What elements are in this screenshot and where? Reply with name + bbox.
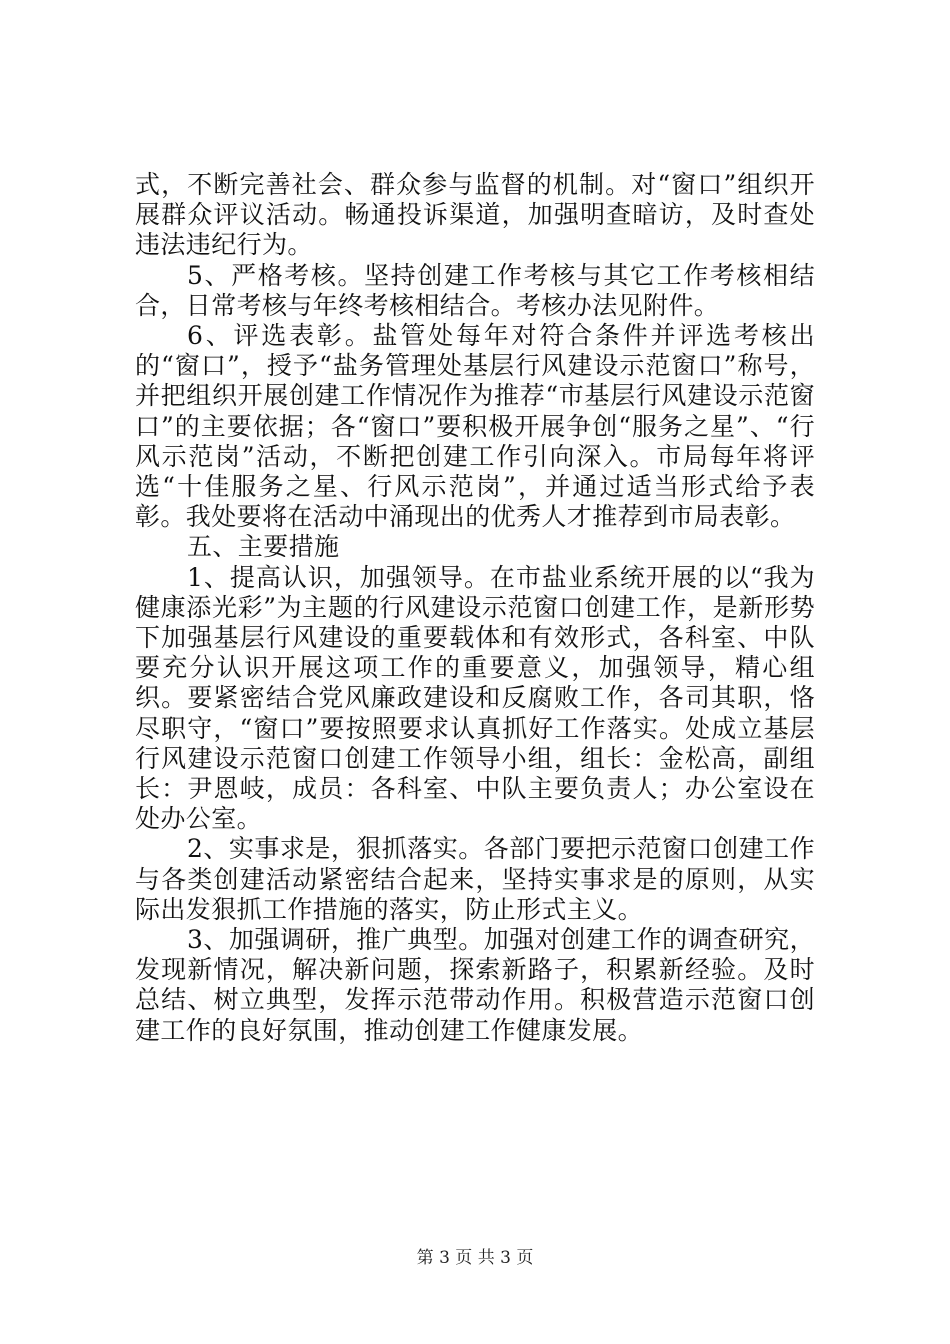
- section-heading-main-measures: 五、主要措施: [187, 532, 340, 562]
- paragraph-measure-2-implementation: 2、实事求是，狠抓落实。各部门要把示范窗口创建工作与各类创建活动紧密结合起来，坚持实事求是的原则，从实际出发狠抓工作措施的落实，防止形式主义。: [135, 834, 815, 924]
- paragraph-measure-1-leadership: 1、提高认识，加强领导。在市盐业系统开展的以“我为健康添光彩”为主题的行风建设示范窗口创建工作，是新形势下加强基层行风建设的重要载体和有效形式，各科室、中队要充分认识开展这项工作的重要意义，加强领导，精心组织。要紧密结合党风廉政建设和反腐败工作，各司其职，恪尽职守，“窗口”要按照要求认真抓好工作落实。处成立基层行风建设示范窗口创建工作领导小组，组长：金松高，副组长：尹恩岐，成员：各科室、中队主要负责人；办公室设在处办公室。: [135, 562, 815, 834]
- page-footer: [0, 1247, 950, 1269]
- paragraph-item-6-commendation: 6、评选表彰。盐管处每年对符合条件并评选考核出的“窗口”，授予“盐务管理处基层行风建设示范窗口”称号，并把组织开展创建工作情况作为推荐“市基层行风建设示范窗口”的主要依据；各“窗口”要积极开展争创“服务之星”、“行风示范岗”活动，不断把创建工作引向深入。市局每年将评选“十佳服务之星、行风示范岗”，并通过适当形式给予表彰。我处要将在活动中涌现出的优秀人才推荐到市局表彰。: [135, 321, 815, 532]
- document-body: [135, 170, 815, 1046]
- paragraph-measure-3-research: 3、加强调研，推广典型。加强对创建工作的调查研究，发现新情况，解决新问题，探索新路子，积累新经验。及时总结、树立典型，发挥示范带动作用。积极营造示范窗口创建工作的良好氛围，推动创建工作健康发展。: [135, 925, 815, 1045]
- paragraph-continuation: 式，不断完善社会、群众参与监督的机制。对“窗口”组织开展群众评议活动。畅通投诉渠道，加强明查暗访，及时查处违法违纪行为。: [135, 170, 815, 260]
- page-number-label: 第 3 页 共 3 页: [416, 1248, 534, 1268]
- paragraph-item-5-assessment: 5、严格考核。坚持创建工作考核与其它工作考核相结合，日常考核与年终考核相结合。考核办法见附件。: [135, 260, 815, 320]
